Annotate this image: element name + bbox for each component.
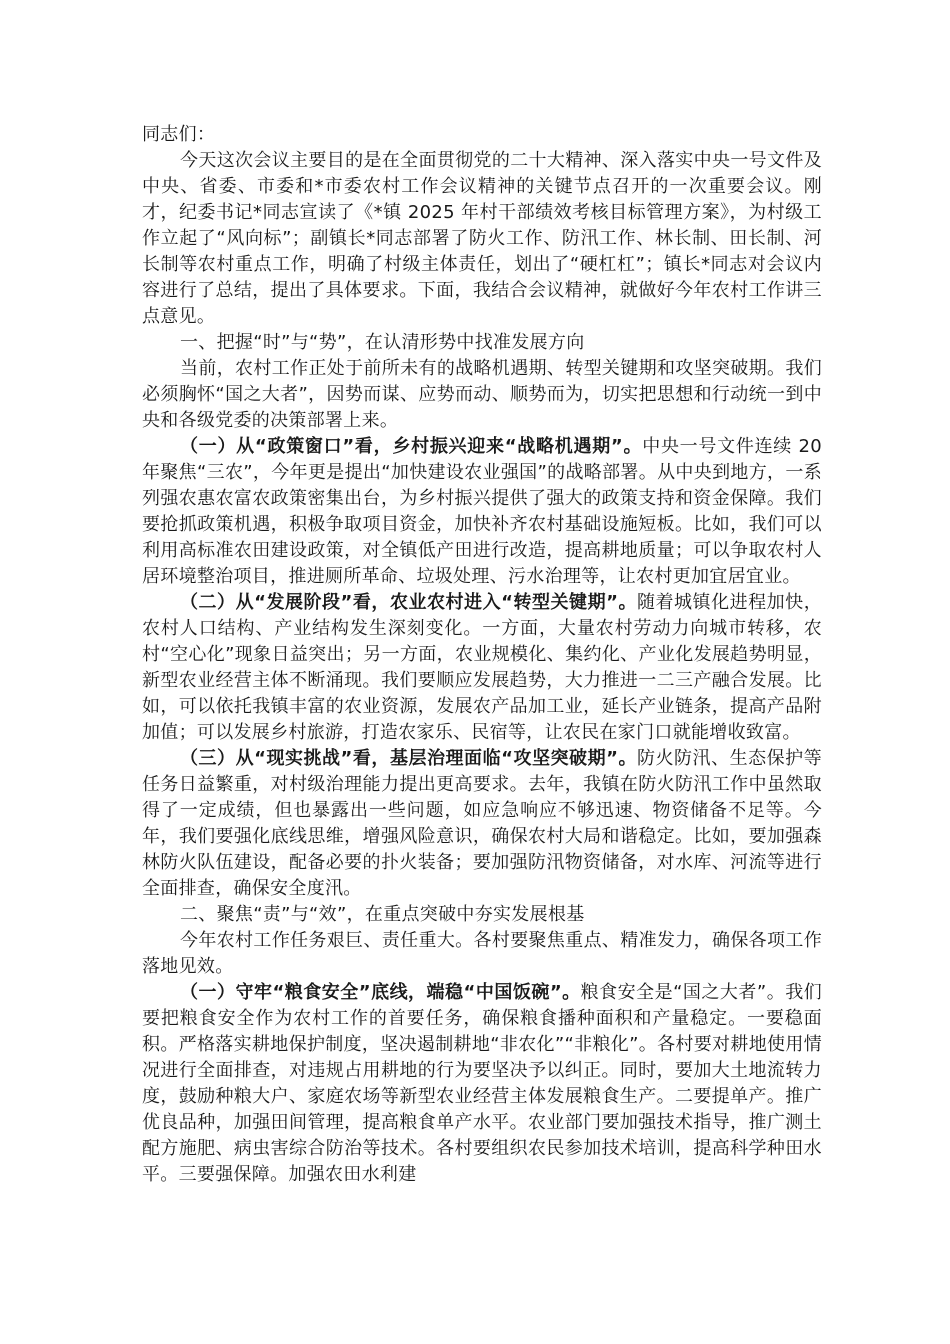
subsection-1 [142,434,822,590]
subsection-3-lead: （三）从“现实挑战”看，基层治理面临“攻坚突破期”。 [180,748,637,769]
paragraph-intro: 今天这次会议主要目的是在全面贯彻党的二十大精神、深入落实中央一号文件及中央、省委、市委和*市委农村工作会议精神的关键节点召开的一次重要会议。刚才，纪委书记*同志宣读了《*镇 2025 年村干部绩效考核目标管理方案》，为村级工作立起了“风向标”；副镇长*同志部署了防火工作、防汛工作、林长制、田长制、河长制等农村重点工作，明确了村级主体责任，划出了“硬杠杠”；镇长*同志对会议内容进行了总结，提出了具体要求。下面，我结合会议精神，就做好今年农村工作讲三点意见。 [142,150,822,327]
greeting: 同志们： [142,124,216,145]
subsection-4 [142,980,822,1188]
subsection-1-lead: （一）从“政策窗口”看，乡村振兴迎来“战略机遇期”。 [180,436,643,457]
subsection-4-body: 粮食安全是“国之大者”。我们要把粮食安全作为农村工作的首要任务，确保粮食播种面积和产量稳定。一要稳面积。严格落实耕地保护制度，坚决遏制耕地“非农化”“非粮化”。各村要对耕地使用情况进行全面排查，对违规占用耕地的行为要坚决予以纠正。同时，要加大土地流转力度，鼓励种粮大户、家庭农场等新型农业经营主体发展粮食生产。二要提单产。推广优良品种，加强田间管理，提高粮食单产水平。农业部门要加强技术指导，推广测土配方施肥、病虫害综合防治等技术。各村要组织农民参加技术培训，提高科学种田水平。三要强保障。加强农田水利建 [142,982,822,1185]
section-heading-1: 一、把握“时”与“势”，在认清形势中找准发展方向 [180,332,585,353]
subsection-2-lead: （二）从“发展阶段”看，农业农村进入“转型关键期”。 [180,592,637,613]
subsection-1-body: 中央一号文件连续 20 年聚焦“三农”，今年更是提出“加快建设农业强国”的战略部署。从中央到地方，一系列强农惠农富农政策密集出台，为乡村振兴提供了强大的政策支持和资金保障。我们要抢抓政策机遇，积极争取项目资金，加快补齐农村基础设施短板。比如，我们可以利用高标准农田建设政策，对全镇低产田进行改造，提高耕地质量；可以争取农村人居环境整治项目，推进厕所革命、垃圾处理、污水治理等，让农村更加宜居宜业。 [142,436,822,587]
section-heading-2: 二、聚焦“责”与“效”，在重点突破中夯实发展根基 [180,904,585,925]
subsection-3-body: 防火防汛、生态保护等任务日益繁重，对村级治理能力提出更高要求。去年，我镇在防火防汛工作中虽然取得了一定成绩，但也暴露出一些问题，如应急响应不够迅速、物资储备不足等。今年，我们要强化底线思维，增强风险意识，确保农村大局和谐稳定。比如，要加强森林防火队伍建设，配备必要的扑火装备；要加强防汛物资储备，对水库、河流等进行全面排查，确保安全度汛。 [142,748,822,899]
document-body [142,122,822,1188]
subsection-3 [142,746,822,902]
subsection-2 [142,590,822,746]
subsection-2-body: 随着城镇化进程加快，农村人口结构、产业结构发生深刻变化。一方面，大量农村劳动力向城市转移，农村“空心化”现象日益突出；另一方面，农业规模化、集约化、产业化发展趋势明显，新型农业经营主体不断涌现。我们要顺应发展趋势，大力推进一二三产融合发展。比如，可以依托我镇丰富的农业资源，发展农产品加工业，延长产业链条，提高产品附加值；可以发展乡村旅游，打造农家乐、民宿等，让农民在家门口就能增收致富。 [142,592,822,743]
paragraph-situation: 当前，农村工作正处于前所未有的战略机遇期、转型关键期和攻坚突破期。我们必须胸怀“国之大者”，因势而谋、应势而动、顺势而为，切实把思想和行动统一到中央和各级党委的决策部署上来。 [142,358,822,431]
paragraph-tasks: 今年农村工作任务艰巨、责任重大。各村要聚焦重点、精准发力，确保各项工作落地见效。 [142,930,822,977]
subsection-4-lead: （一）守牢“粮食安全”底线，端稳“中国饭碗”。 [180,982,581,1003]
